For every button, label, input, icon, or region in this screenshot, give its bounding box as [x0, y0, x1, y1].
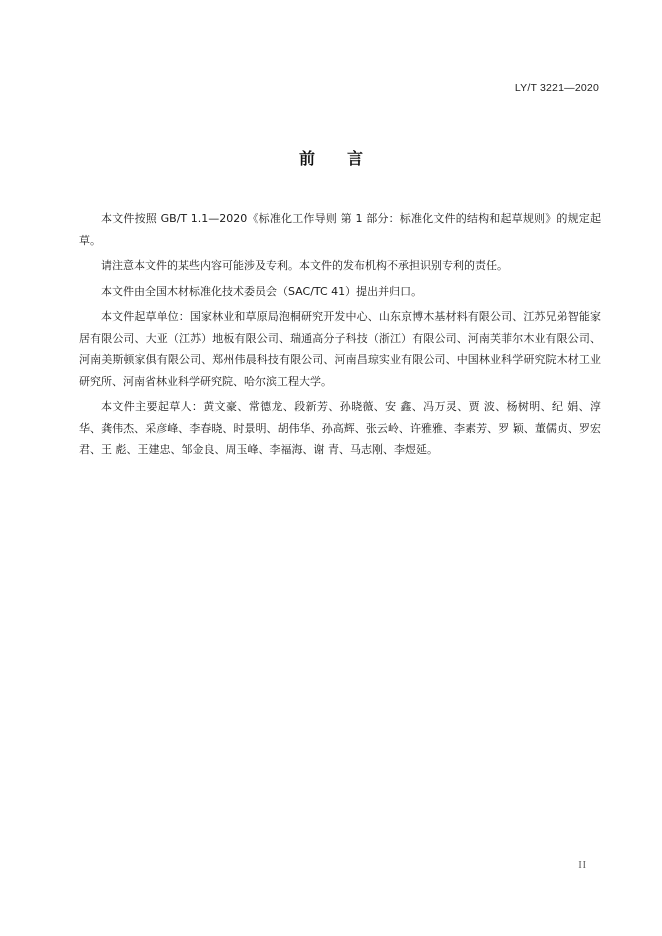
paragraph-drafting-rules: 本文件按照 GB/T 1.1—2020《标准化工作导则 第 1 部分：标准化文件的结构和起草规则》的规定起草。 [79, 212, 601, 247]
foreword-body [79, 208, 601, 465]
standard-code: LY/T 3221—2020 [514, 82, 599, 94]
paragraph-committee: 本文件由全国木材标准化技术委员会（SAC/TC 41）提出并归口。 [101, 284, 423, 298]
paragraph-patent-notice: 请注意本文件的某些内容可能涉及专利。本文件的发布机构不承担识别专利的责任。 [101, 259, 508, 272]
paragraph-drafting-units: 本文件起草单位：国家林业和草原局泡桐研究开发中心、山东京博木基材料有限公司、江苏兄弟智能家居有限公司、大亚（江苏）地板有限公司、瑞通高分子科技（浙江）有限公司、河南芙菲尔木业有限公司、河南美斯顿家俱有限公司、郑州伟晨科技有限公司、河南昌琼实业有限公司、中国林业科学研究院木材工业研究所、河南省林业科学研究院、哈尔滨工程大学。 [79, 310, 601, 388]
paragraph-drafters: 本文件主要起草人：黄文豪、常德龙、段新芳、孙晓薇、安 鑫、冯万灵、贾 波、杨树明、纪 娟、淳 华、龚伟杰、采彦峰、李春晓、时景明、胡伟华、孙高辉、张云岭、许雅雅、李素芳、罗 颖、董儒贞、罗宏君、王 彪、王建忠、邹金良、周玉峰、李福海、谢 青、马志刚、李煜延。 [79, 400, 601, 456]
page-number: II [578, 860, 587, 871]
page-title: 前 言 [298, 149, 363, 168]
